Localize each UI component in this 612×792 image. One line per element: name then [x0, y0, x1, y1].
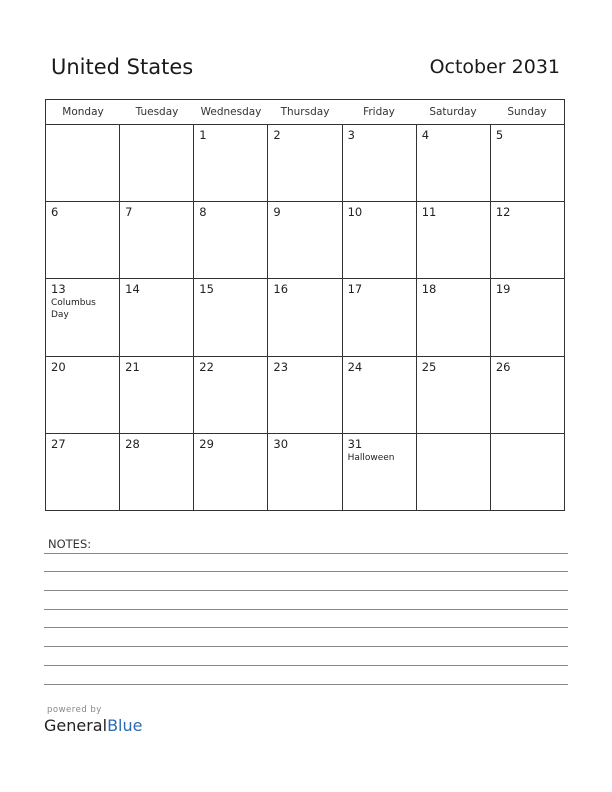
holiday-label: Columbus Day [51, 298, 96, 321]
day-number: 24 [347, 359, 363, 374]
day-number: 26 [495, 359, 511, 374]
day-number: 20 [51, 359, 66, 374]
day-cell [46, 357, 120, 433]
day-cell [491, 357, 564, 433]
notes-line [44, 627, 568, 628]
day-cell [194, 125, 268, 201]
day-number: 18 [421, 282, 437, 297]
calendar-month-title: October 2031 [429, 56, 560, 78]
day-cell [268, 202, 342, 278]
day-cell [46, 125, 120, 201]
brand-part-general: General [44, 716, 108, 735]
powered-by-text: powered by [47, 705, 102, 715]
day-number: 9 [273, 205, 281, 220]
weekday-header: Thursday [280, 106, 330, 118]
weekday-header: Tuesday [135, 106, 179, 118]
day-cell [343, 125, 417, 201]
day-number: 31 [347, 436, 363, 451]
week-row [46, 357, 564, 434]
notes-line [44, 590, 568, 591]
day-cell [343, 357, 417, 433]
weekday-header: Saturday [429, 106, 477, 118]
day-number: 12 [495, 205, 511, 220]
calendar-country-title: United States [51, 55, 194, 79]
day-cell [417, 202, 491, 278]
day-number: 11 [421, 205, 437, 220]
weekday-header: Sunday [507, 106, 547, 118]
week-row [46, 125, 564, 202]
day-number: 10 [347, 205, 363, 220]
day-cell [268, 279, 342, 355]
week-row [46, 434, 564, 511]
notes-line [44, 571, 568, 572]
day-number: 21 [125, 359, 140, 374]
day-number: 29 [199, 436, 214, 451]
weekday-header: Monday [62, 106, 104, 118]
day-cell [417, 434, 491, 511]
day-number: 14 [125, 282, 140, 297]
brand-part-blue: Blue [107, 716, 143, 735]
day-number: 17 [347, 282, 363, 297]
week-row [46, 279, 564, 356]
weekday-header-row [46, 100, 564, 125]
day-cell [491, 279, 564, 355]
day-cell [268, 357, 342, 433]
day-cell [120, 202, 194, 278]
calendar-grid [45, 99, 565, 511]
day-cell [268, 434, 342, 511]
day-cell [417, 279, 491, 355]
day-number: 22 [199, 359, 214, 374]
notes-label: NOTES: [48, 537, 92, 551]
day-number: 4 [421, 128, 430, 142]
notes-line [44, 609, 568, 610]
day-cell [491, 434, 564, 511]
weekday-header: Friday [363, 106, 395, 118]
day-cell [268, 125, 342, 201]
day-cell [343, 279, 417, 355]
holiday-label: Halloween [347, 452, 395, 463]
notes-line [44, 553, 568, 554]
day-number: 30 [273, 436, 289, 451]
day-number: 13 [51, 282, 66, 297]
day-cell [46, 202, 120, 278]
day-number: 2 [273, 128, 281, 142]
day-number: 15 [199, 282, 214, 297]
day-number: 5 [495, 128, 504, 142]
day-cell [491, 202, 564, 278]
day-cell [343, 434, 417, 511]
day-number: 1 [199, 128, 207, 142]
day-cell [194, 279, 268, 355]
day-cell [194, 434, 268, 511]
day-number: 27 [51, 436, 66, 451]
notes-line [44, 665, 568, 666]
day-cell [343, 202, 417, 278]
day-number: 6 [51, 205, 59, 220]
day-cell [417, 357, 491, 433]
day-number: 7 [125, 205, 133, 220]
day-cell [46, 279, 120, 355]
day-number: 3 [347, 128, 355, 142]
day-cell [120, 434, 194, 511]
day-cell [120, 125, 194, 201]
notes-line [44, 684, 568, 685]
day-number: 19 [495, 282, 511, 297]
day-cell [120, 279, 194, 355]
day-number: 25 [421, 359, 437, 374]
day-number: 23 [273, 359, 289, 374]
week-row [46, 202, 564, 279]
notes-line [44, 646, 568, 647]
day-cell [417, 125, 491, 201]
day-number: 28 [125, 436, 140, 451]
generalblue-logo [44, 716, 142, 735]
day-cell [491, 125, 564, 201]
day-cell [194, 357, 268, 433]
day-cell [46, 434, 120, 511]
day-number: 8 [199, 205, 207, 220]
day-number: 16 [273, 282, 289, 297]
day-cell [120, 357, 194, 433]
day-cell [194, 202, 268, 278]
weekday-header: Wednesday [200, 106, 262, 118]
